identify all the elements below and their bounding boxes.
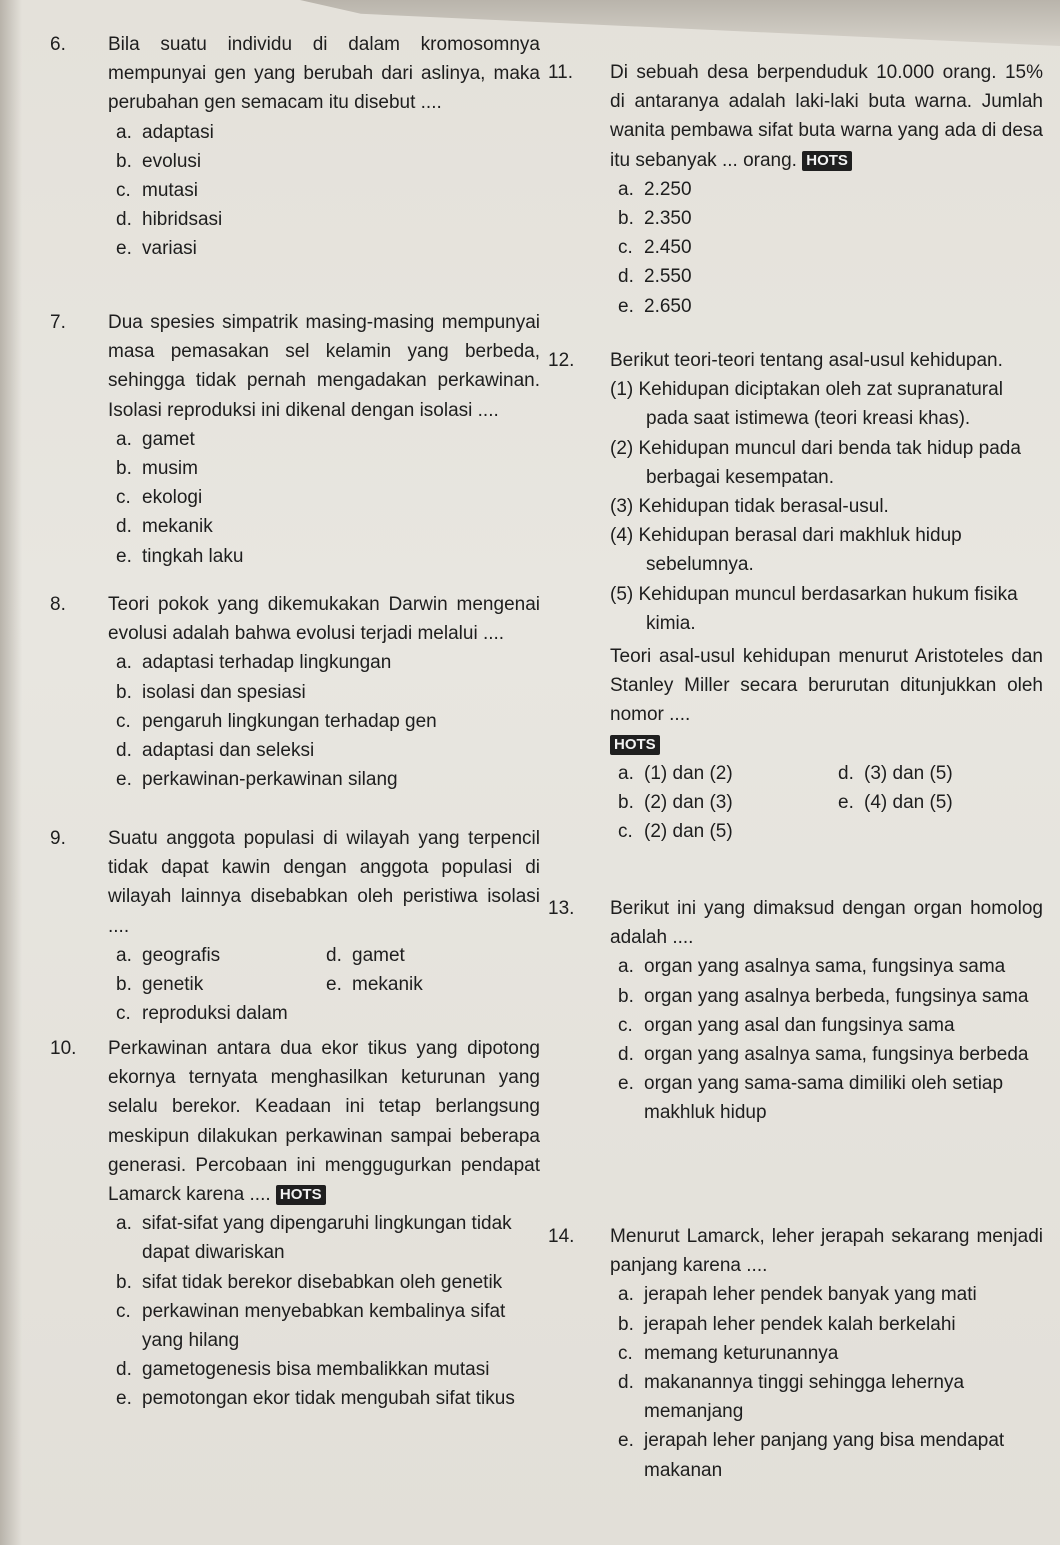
question-12 (538, 346, 1043, 846)
option-e[interactable]: e. perkawinan-perkawinan silang (116, 769, 398, 791)
question-6 (50, 30, 540, 264)
option-b[interactable]: b. organ yang asalnya berbeda, fungsinya sama (618, 985, 1029, 1007)
option-d[interactable]: d. organ yang asalnya sama, fungsinya berbeda (618, 1044, 1029, 1066)
question-number: 6. (50, 34, 66, 55)
option-a[interactable]: a. sifat-sifat yang dipengaruhi lingkungan tidak dapat diwariskan (116, 1213, 512, 1264)
question-text: Bila suatu individu di dalam kromosomnya mempunyai gen yang berubah dari aslinya, maka perubahan gen semacam itu disebut .... (108, 34, 540, 114)
hots-badge: HOTS (276, 1185, 326, 1205)
question-14 (538, 1222, 1043, 1485)
question-text: Menurut Lamarck, leher jerapah sekarang menjadi panjang karena .... (610, 1226, 1043, 1277)
option-a[interactable]: a. organ yang asalnya sama, fungsinya sama (618, 956, 1006, 978)
option-d[interactable]: d. hibridsasi (116, 209, 223, 231)
option-a[interactable]: a. (1) dan (2) (618, 762, 733, 784)
option-e[interactable]: e. pemotongan ekor tidak mengubah sifat tikus (116, 1388, 515, 1410)
option-d[interactable]: d. gamet (326, 944, 405, 966)
option-c[interactable]: c. memang keturunannya (618, 1342, 839, 1364)
option-b[interactable]: b. 2.350 (618, 208, 692, 230)
option-e[interactable]: e. (4) dan (5) (838, 792, 953, 814)
option-d[interactable]: d. 2.550 (618, 266, 692, 288)
question-text: Dua spesies simpatrik masing-masing mempunyai masa pemasakan sel kelamin yang berbeda, sehingga tidak pernah mengadakan perkawinan. Isolasi reproduksi ini dikenal dengan isolasi .... (108, 312, 540, 421)
option-e[interactable]: e. organ yang sama-sama dimiliki oleh setiap makhluk hidup (618, 1073, 1004, 1124)
option-b[interactable]: b. sifat tidak berekor disebabkan oleh genetik (116, 1271, 503, 1293)
option-a[interactable]: a. adaptasi (116, 121, 214, 143)
option-b[interactable]: b. musim (116, 458, 198, 480)
option-a[interactable]: a. jerapah leher pendek banyak yang mati (618, 1284, 977, 1306)
question-number: 12. (548, 350, 575, 371)
question-text: Di sebuah desa berpenduduk 10.000 orang. 15% di antaranya adalah laki-laki buta warna. Jumlah wanita pembawa sifat buta warna yang ada di desa itu sebanyak ... orang. (610, 62, 1043, 171)
option-d[interactable]: d. makanannya tinggi sehingga lehernya memanjang (618, 1372, 965, 1423)
question-text: Berikut teori-teori tentang asal-usul kehidupan. (610, 350, 1003, 371)
question-followup: Teori asal-usul kehidupan menurut Aristoteles dan Stanley Miller secara berurutan ditunjukkan oleh nomor .... (610, 646, 1043, 726)
statement-1: (1) Kehidupan diciptakan oleh zat supranatural pada saat istimewa (teori kreasi khas). (610, 379, 1003, 430)
question-text: Teori pokok yang dikemukakan Darwin mengenai evolusi adalah bahwa evolusi terjadi melalui .... (108, 594, 540, 645)
question-13 (538, 894, 1043, 1128)
option-d[interactable]: d. mekanik (116, 516, 213, 538)
option-a[interactable]: a. 2.250 (618, 178, 692, 200)
question-7 (50, 308, 540, 571)
option-a[interactable]: a. geografis (116, 944, 221, 966)
question-number: 11. (548, 62, 574, 83)
option-e[interactable]: e. variasi (116, 238, 197, 260)
option-e[interactable]: e. jerapah leher panjang yang bisa mendapat makanan (618, 1430, 1005, 1481)
option-b[interactable]: b. isolasi dan spesiasi (116, 681, 306, 703)
option-d[interactable]: d. adaptasi dan seleksi (116, 740, 315, 762)
option-b[interactable]: b. jerapah leher pendek kalah berkelahi (618, 1313, 956, 1335)
statement-3: (3) Kehidupan tidak berasal-usul. (610, 496, 889, 518)
option-c[interactable]: c. pengaruh lingkungan terhadap gen (116, 710, 437, 732)
option-c[interactable]: c. mutasi (116, 180, 198, 202)
option-c[interactable]: c. (2) dan (5) (618, 821, 733, 843)
option-e[interactable]: e. tingkah laku (116, 545, 244, 567)
option-c[interactable]: c. 2.450 (618, 237, 692, 259)
option-c[interactable]: c. perkawinan menyebabkan kembalinya sifat yang hilang (116, 1300, 506, 1352)
option-d[interactable]: d. gametogenesis bisa membalikkan mutasi (116, 1359, 490, 1381)
option-a[interactable]: a. gamet (116, 428, 195, 450)
question-number: 10. (50, 1038, 77, 1059)
option-e[interactable]: e. 2.650 (618, 295, 692, 317)
statement-2: (2) Kehidupan muncul dari benda tak hidup pada berbagai kesempatan. (610, 437, 1021, 488)
option-b[interactable]: b. genetik (116, 974, 204, 996)
question-number: 13. (548, 898, 575, 919)
question-9 (50, 824, 540, 1028)
hots-badge: HOTS (802, 151, 852, 171)
question-10 (50, 1034, 540, 1414)
option-c[interactable]: c. reproduksi dalam (116, 1003, 288, 1025)
question-number: 14. (548, 1226, 575, 1247)
statement-5: (5) Kehidupan muncul berdasarkan hukum fisika kimia. (610, 583, 1018, 634)
statement-4: (4) Kehidupan berasal dari makhluk hidup sebelumnya. (610, 525, 962, 576)
question-text: Perkawinan antara dua ekor tikus yang dipotong ekornya ternyata menghasilkan keturunan yang selalu berekor. Keadaan ini tetap berlangsung meskipun dilakukan perkawinan sampai beberapa generasi. Percobaan ini menggugurkan pendapat Lamarck karena .... (108, 1038, 540, 1206)
hots-badge: HOTS (610, 735, 660, 755)
question-11 (538, 58, 1043, 321)
option-b[interactable]: b. (2) dan (3) (618, 792, 733, 814)
question-text: Suatu anggota populasi di wilayah yang terpencil tidak dapat kawin dengan anggota populasi di wilayah lainnya disebabkan oleh peristiwa isolasi .... (108, 828, 540, 937)
option-e[interactable]: e. mekanik (326, 974, 423, 996)
option-c[interactable]: c. organ yang asal dan fungsinya sama (618, 1014, 955, 1036)
question-text: Berikut ini yang dimaksud dengan organ homolog adalah .... (610, 898, 1043, 949)
option-c[interactable]: c. ekologi (116, 487, 203, 509)
question-8 (50, 590, 540, 794)
question-number: 7. (50, 312, 66, 333)
page-edge (0, 0, 22, 1545)
option-a[interactable]: a. adaptasi terhadap lingkungan (116, 652, 392, 674)
question-number: 8. (50, 594, 66, 615)
option-b[interactable]: b. evolusi (116, 150, 202, 172)
question-number: 9. (50, 828, 66, 849)
option-d[interactable]: d. (3) dan (5) (838, 762, 953, 784)
